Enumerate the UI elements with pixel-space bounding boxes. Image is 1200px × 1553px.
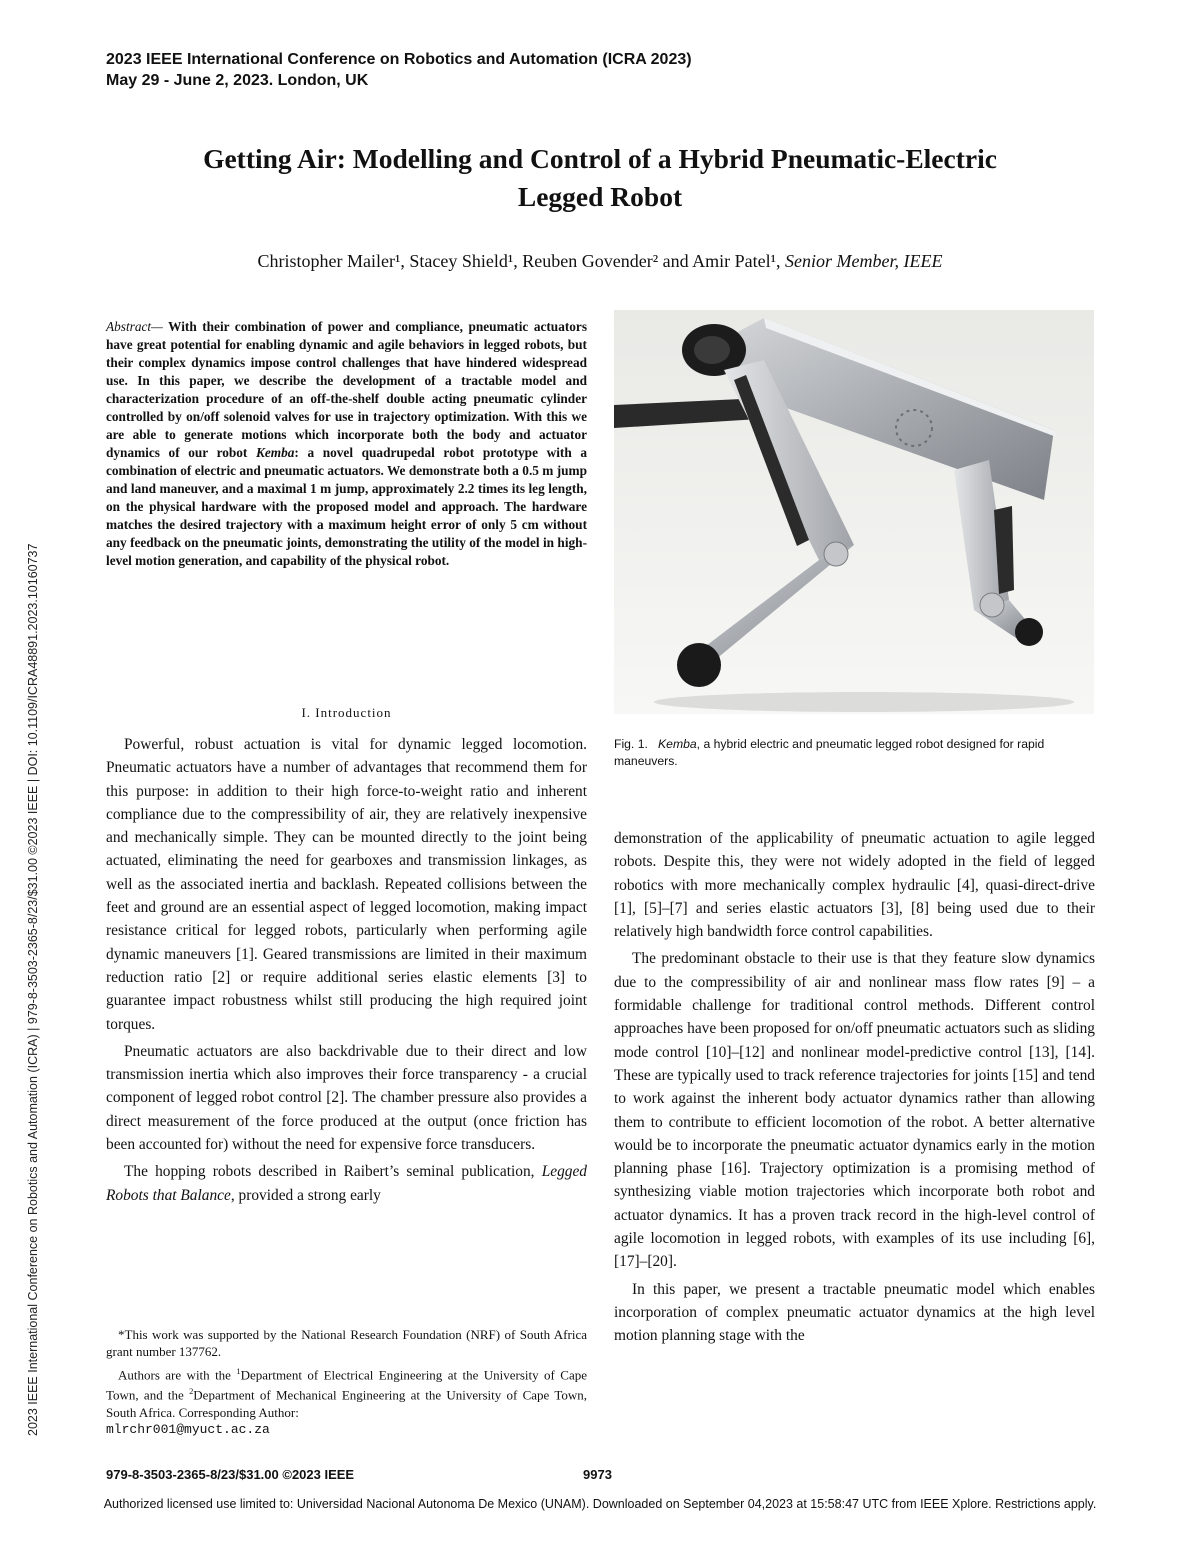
- abstract-text-b: : a novel quadrupedal robot prototype with a combination of electric and pneumatic actuators. We demonstrate both a 0.5 m jump and land maneuver, and a maximal 1 m jump, approximately 2.2 times its leg length, on the physical hardware with the proposed model and approach. The hardware matches the desired trajectory with a maximum height error of only 5 cm without any feedback on the pneumatic joints, demonstrating the utility of the model in high-level motion generation, and capability of the physical robot.: [106, 445, 587, 568]
- footnote-funding: *This work was supported by the National Research Foundation (NRF) of South Africa grant number 137762.: [106, 1327, 587, 1359]
- section-heading-introduction: I. Introduction: [301, 705, 392, 720]
- right-column-body: [614, 827, 1095, 1352]
- figure-caption: [614, 736, 1095, 770]
- left-column-body: [106, 733, 587, 1211]
- right-paragraph-3: In this paper, we present a tractable pneumatic model which enables incorporation of complex pneumatic actuator dynamics at the high level motion planning stage with the: [614, 1280, 1095, 1345]
- intro-paragraph-1: Powerful, robust actuation is vital for dynamic legged locomotion. Pneumatic actuators have a number of advantages that recommend them for this purpose: in addition to their high force-to-weight ratio and inherent compliance due to the compressibility of air, they are relatively inexpensive and mechanically simple. They can be mounted directly to the joint being actuated, eliminating the need for gearboxes and transmission linkages, as well as the associated inertia and backlash. Repeated collisions between the feet and ground are an essential aspect of legged locomotion, making impact resistance critical for legged robots, particularly when performing agile dynamic maneuvers [1]. Geared transmissions are limited in their maximum reduction ratio [2] or require additional series elastic elements [3] to guarantee impact robustness whilst still producing the high required joint torques.: [106, 736, 587, 1033]
- intro-paragraph-2: Pneumatic actuators are also backdrivable due to their direct and low transmission inertia which also improves their force transparency - a crucial component of legged robot control [2]. The chamber pressure also provides a direct measurement of the force produced at the output (once friction has been accounted for) without the need for expensive force transducers.: [106, 1042, 587, 1154]
- right-paragraph-2: The predominant obstacle to their use is that they feature slow dynamics due to the compressibility of air and nonlinear mass flow rates [9] – a formidable challenge for traditional control methods. Different control approaches have been proposed for on/off pneumatic actuators such as sliding mode control [10]–[12] and nonlinear model-predictive control [13], [14]. These are typically used to track reference trajectories for joints [15] and tend to work against the inherent body actuator dynamics rather than allowing them to contribute to efficient locomotion of the robot. A better alternative would be to incorporate the pneumatic actuator dynamics early in the motion planning phase [16]. Trajectory optimization is a promising method of synthesizing viable motion trajectories which incorporate both robot and actuator dynamics. It has a proven track record in the high-level control of agile locomotion in legged robots, with examples of its use including [6], [17]–[20].: [614, 950, 1095, 1271]
- title-line-2: Legged Robot: [517, 181, 683, 212]
- license-notice: Authorized licensed use limited to: Universidad Nacional Autonoma De Mexico (UNAM). Downloaded on September 04,2023 at 15:58:47 UTC from IEEE Xplore. Restrictions apply.: [103, 1497, 1097, 1511]
- footnote-affiliation: Authors are with the $^1$Department of Electrical Engineering at the University of Cape Town, and the $^2$Department of Mechanical Engineering at the University of Cape Town, South Africa. Corresponding Author:: [106, 1366, 588, 1420]
- affil-a: Authors are with the: [118, 1367, 237, 1383]
- right-paragraph-1: demonstration of the applicability of pneumatic actuation to agile legged robots. Despite this, they were not widely adopted in the field of legged robotics with more mechanically complex hydraulic [4], quasi-direct-drive [1], [5]–[7] and series elastic actuators [3], [8] being used due to their relatively high bandwidth force control capabilities.: [614, 830, 1095, 941]
- author-list: [100, 249, 1100, 273]
- affil-b: Department of Electrical Engineering at the University of Cape Town, and the: [106, 1367, 587, 1403]
- corresponding-email[interactable]: mlrchr001@myuct.ac.za: [106, 1421, 270, 1437]
- intro-p3-a: The hopping robots described in Raibert’s seminal publication,: [124, 1163, 542, 1181]
- intro-p3-b: , provided a strong early: [230, 1186, 381, 1204]
- robot-photo: [614, 310, 1094, 714]
- abstract: [106, 318, 587, 570]
- abstract-lead: Abstract—: [106, 319, 163, 334]
- intro-p3-book: Legged Robots that Balance: [106, 1163, 587, 1204]
- abstract-robot-name: Kemba: [255, 445, 295, 460]
- footnotes: [106, 1326, 587, 1438]
- isbn-footer: 979-8-3503-2365-8/23/$31.00 ©2023 IEEE: [106, 1467, 355, 1482]
- page-number: 9973: [583, 1467, 612, 1482]
- figure-caption-text: , a hybrid electric and pneumatic legged robot designed for rapid maneuvers.: [614, 737, 1045, 768]
- intro-paragraph-3: [106, 1160, 587, 1207]
- paper-title: [100, 140, 1100, 216]
- conference-name: 2023 IEEE International Conference on Robotics and Automation (ICRA 2023): [106, 51, 692, 68]
- affil-c: Department of Mechanical Engineering at the University of Cape Town, South Africa. Corresponding Author:: [106, 1387, 588, 1420]
- conference-header: [106, 49, 692, 91]
- author-membership: Senior Member, IEEE: [785, 251, 943, 271]
- conference-dates: May 29 - June 2, 2023. London, UK: [106, 72, 369, 89]
- title-line-1: Getting Air: Modelling and Control of a Hybrid Pneumatic-Electric: [203, 143, 997, 174]
- side-doi-banner: 2023 IEEE International Conference on Robotics and Automation (ICRA) | 979-8-3503-2365-8/23/$31.00 ©2023 IEEE | DOI: 10.1109/ICRA48891.2023.10160737: [26, 543, 40, 1436]
- figure-robot-name: Kemba: [658, 737, 697, 751]
- figure-label: Fig. 1.: [614, 737, 648, 751]
- kemba-robot-illustration: [614, 310, 1094, 714]
- author-names: Christopher Mailer¹, Stacey Shield¹, Reuben Govender² and Amir Patel¹,: [257, 251, 781, 271]
- abstract-text-a: With their combination of power and compliance, pneumatic actuators have great potential for enabling dynamic and agile behaviors in legged robots, but their complex dynamics impose control challenges that have hindered widespread use. In this paper, we describe the development of a tractable model and characterization procedure of an off-the-shelf double acting pneumatic cylinder controlled by on/off solenoid valves for use in trajectory optimization. With this we are able to generate motions which incorporate both the body and actuator dynamics of our robot: [106, 319, 587, 460]
